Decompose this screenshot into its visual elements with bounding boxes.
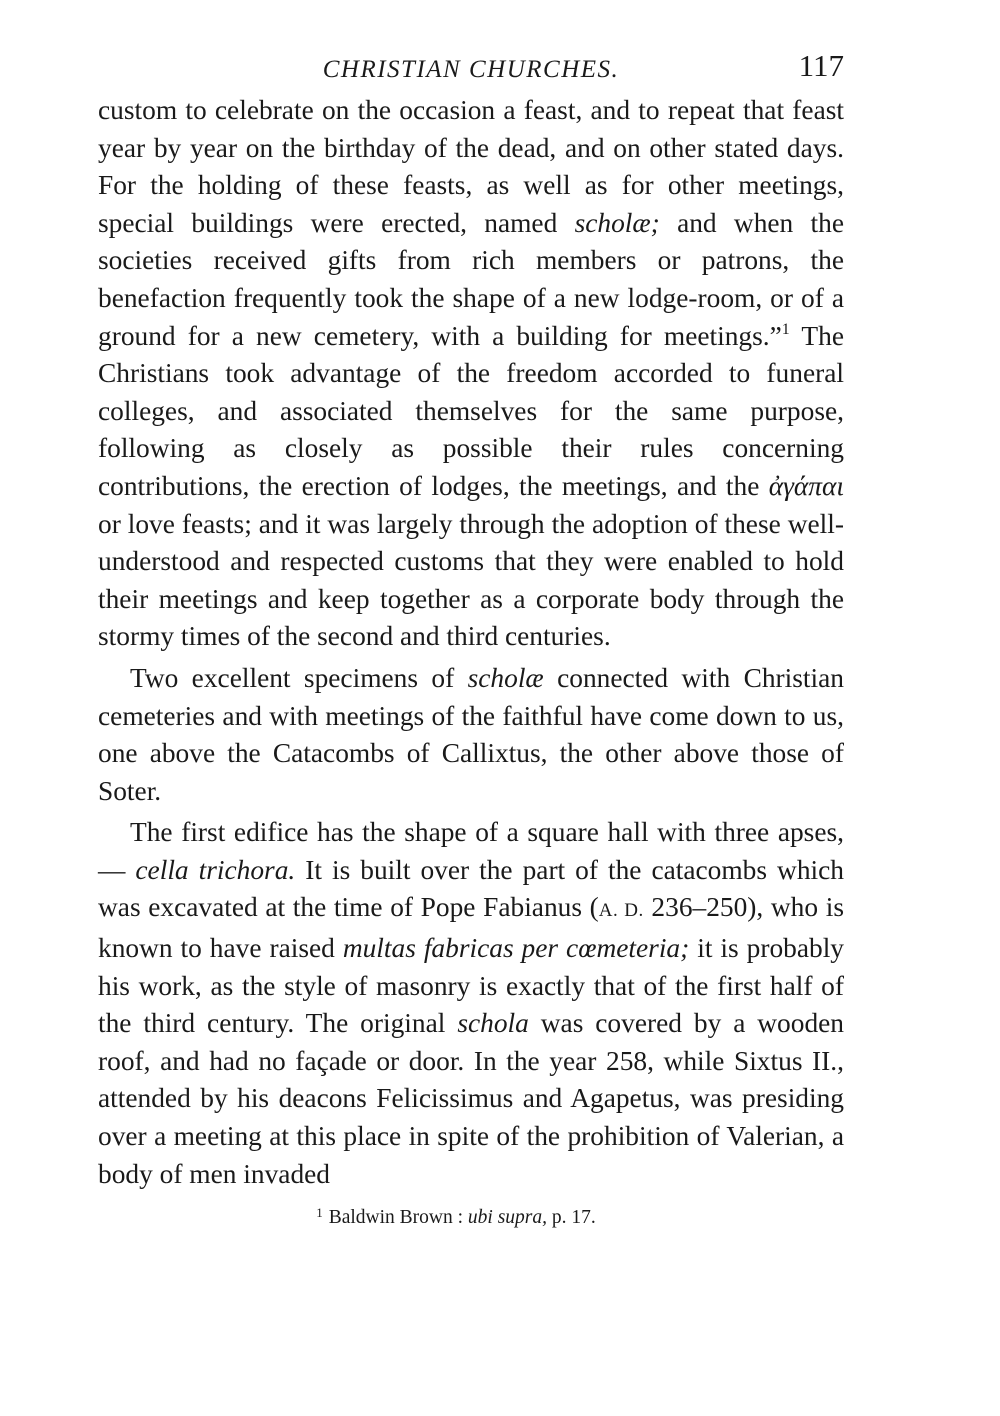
footnote-marker: 1: [316, 1205, 323, 1221]
text-run: The Christians took advantage of the freedom accorded to funeral colleges, and associated themselves for the same purpose, following as closely as possible their rules concerning contributions, the erection of lodges, the meetings, and the: [98, 320, 845, 501]
text-run: and when the societies received gifts from rich members or patrons, the benefaction frequently took the shape of a new lodge-room, or of a ground for a new cemetery, with a building for meetings.”: [98, 207, 844, 351]
footnote-page: p. 17.: [551, 1207, 596, 1229]
running-head: [98, 48, 844, 92]
italic-latin-quote: multas fabricas per cœmeteria;: [342, 933, 690, 964]
paragraph-1: [98, 92, 844, 656]
era-abbreviation: A. D.: [598, 900, 644, 922]
italic-term-scholae: scholæ;: [574, 207, 660, 238]
text-run: it is probably his work, as the style of masonry is exactly that of the first half of the third century. The original: [98, 933, 844, 1039]
text-run: Two excellent specimens of: [130, 662, 468, 693]
greek-term-agapai: ἀγάπαι: [768, 470, 844, 501]
page-number: 117: [798, 48, 844, 83]
paragraph-2: [98, 660, 844, 810]
running-title: CHRISTIAN CHURCHES.: [322, 56, 620, 83]
text-run: or love feasts; and it was largely through the adoption of these well-understood and respected customs that they were enabled to hold their meetings and keep together as a corporate body through the stormy times of the second and third centuries.: [98, 508, 844, 652]
italic-term-cella-trichora: cella trichora.: [135, 854, 296, 885]
text-run: It is built over the part of the catacombs which was excavated at the time of Pope Fabianus (: [98, 854, 844, 923]
body-text: [98, 92, 844, 1193]
paragraph-3: [98, 814, 844, 1193]
italic-term-scholae: scholæ: [467, 662, 544, 693]
text-run: custom to celebrate on the occasion a feast, and to repeat that feast year by year on the birthday of the dead, and on other stated days. For the holding of these feasts, as well as for other meetings, special buildings were erected, named: [98, 95, 844, 238]
text-run: connected with Christian cemeteries and with meetings of the faithful have come down to us, one above the Catacombs of Callixtus, the other above those of Soter.: [98, 662, 845, 806]
footnote-ubi-supra: ubi supra,: [467, 1207, 548, 1229]
footnote-author: Baldwin Brown :: [328, 1207, 464, 1229]
footnote-reference: 1: [781, 320, 790, 338]
footnote: [98, 1205, 844, 1229]
text-run: was covered by a wooden roof, and had no façade or door. In the year 258, while Sixtus II., attended by his deacons Felicissimus and Agapetus, was presiding over a meeting at this place in spite of the prohibition of Valerian, a body of men invaded: [98, 1008, 844, 1189]
page: [98, 48, 844, 1229]
text-run: 236–250), who is known to have raised: [98, 892, 844, 964]
text-run: The first edifice has the shape of a square hall with three apses, —: [98, 817, 844, 885]
italic-term-schola: schola: [457, 1008, 529, 1039]
